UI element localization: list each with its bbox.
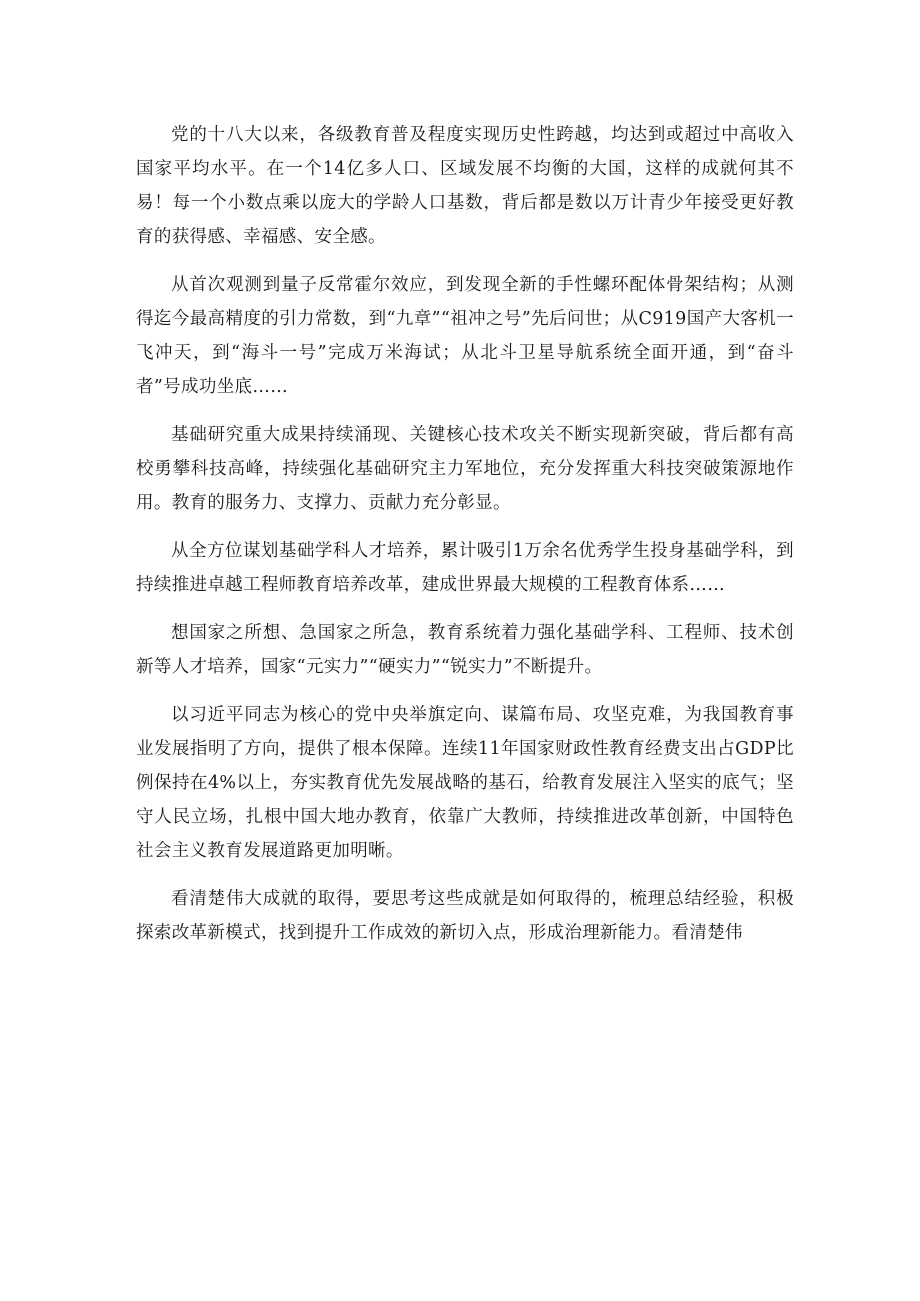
paragraph-2: 从首次观测到量子反常霍尔效应，到发现全新的手性螺环配体骨架结构；从测得迄今最高精度的引力常数，到“九章”“祖冲之号”先后问世；从C919国产大客机一飞冲天，到“海斗一号”完成万米海试；从北斗卫星导航系统全面开通，到“奋斗者”号成功坐底…… [136,275,794,397]
document-page [136,118,794,1278]
paragraph-7: 看清楚伟大成就的取得，要思考这些成就是如何取得的，梳理总结经验，积极探索改革新模式，找到提升工作成效的新切入点，形成治理新能力。看清楚伟 [136,889,794,943]
paragraph-5: 想国家之所想、急国家之所急，教育系统着力强化基础学科、工程师、技术创新等人才培养，国家“元实力”“硬实力”“锐实力”不断提升。 [136,623,794,677]
paragraph-6: 以习近平同志为核心的党中央举旗定向、谋篇布局、攻坚克难，为我国教育事业发展指明了方向，提供了根本保障。连续11年国家财政性教育经费支出占GDP比例保持在4%以上，夯实教育优先发展战略的基石，给教育发展注入坚实的底气；坚守人民立场，扎根中国大地办教育，依靠广大教师，持续推进改革创新，中国特色社会主义教育发展道路更加明晰。 [136,705,794,861]
paragraph-4: 从全方位谋划基础学科人才培养，累计吸引1万余名优秀学生投身基础学科，到持续推进卓越工程师教育培养改革，建成世界最大规模的工程教育体系…… [136,541,794,595]
paragraph-3: 基础研究重大成果持续涌现、关键核心技术攻关不断实现新突破，背后都有高校勇攀科技高峰，持续强化基础研究主力军地位，充分发挥重大科技突破策源地作用。教育的服务力、支撑力、贡献力充分彰显。 [136,425,794,513]
paragraph-1: 党的十八大以来，各级教育普及程度实现历史性跨越，均达到或超过中高收入国家平均水平。在一个14亿多人口、区域发展不均衡的大国，这样的成就何其不易！每一个小数点乘以庞大的学龄人口基数，背后都是数以万计青少年接受更好教育的获得感、幸福感、安全感。 [136,125,794,247]
